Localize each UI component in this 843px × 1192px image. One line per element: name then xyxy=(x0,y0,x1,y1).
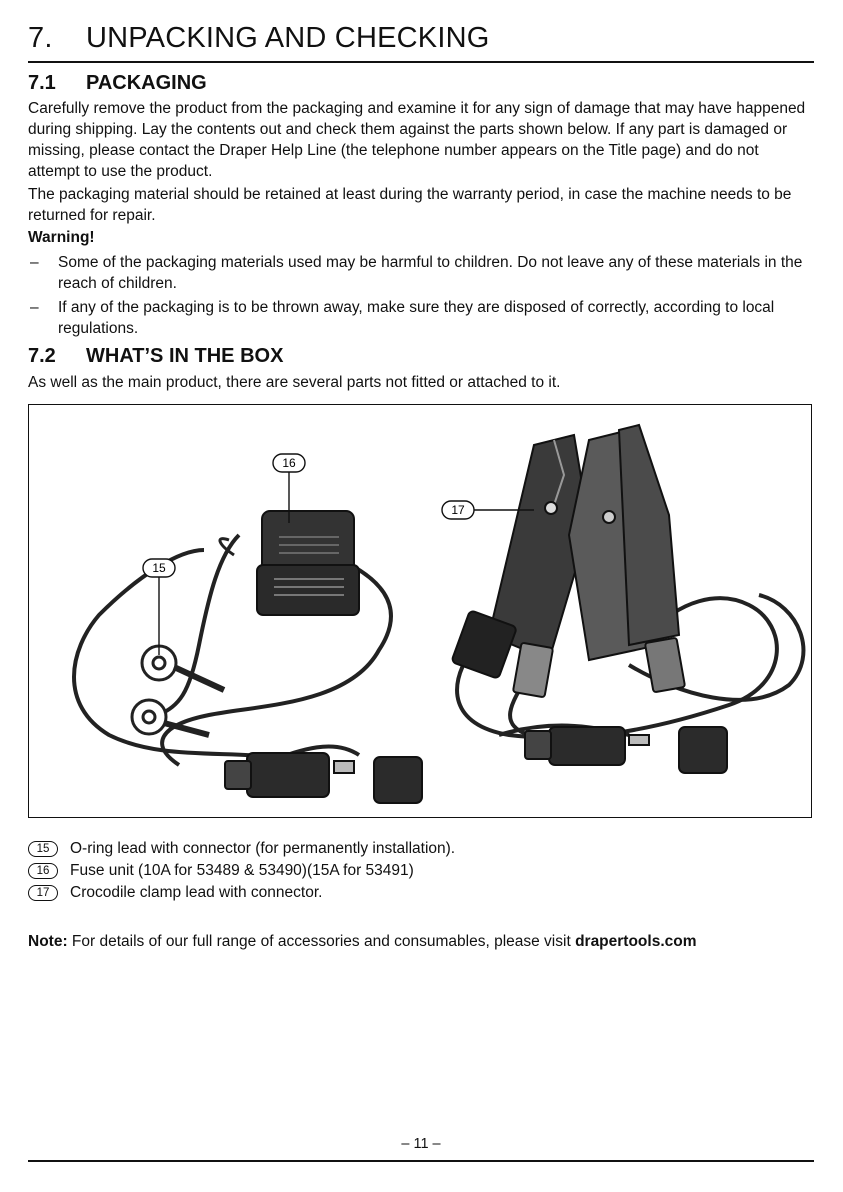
warning-item-text: Some of the packaging materials used may be harmful to children. Do not leave any of these materials in the reach of children. xyxy=(58,254,803,292)
box-title: WHAT’S IN THE BOX xyxy=(86,345,284,367)
box-heading xyxy=(28,345,283,368)
box-contents-figure xyxy=(28,404,812,818)
box-intro: As well as the main product, there are several parts not fitted or attached to it. xyxy=(28,374,561,391)
warning-item-text: If any of the packaging is to be thrown away, make sure they are disposed of correctly, according to local regulations. xyxy=(58,299,775,337)
warning-item xyxy=(28,252,814,294)
legend-item xyxy=(28,882,814,904)
callout-17-label: 17 xyxy=(451,503,465,517)
ring-terminals xyxy=(132,646,224,735)
warning-list xyxy=(28,252,814,342)
crocodile-clamp-black xyxy=(451,435,589,679)
legend-item xyxy=(28,838,814,860)
website-link[interactable]: drapertools.com xyxy=(575,933,697,950)
legend-text: Fuse unit (10A for 53489 & 53490)(15A for 53491) xyxy=(70,862,414,879)
section-title: UNPACKING AND CHECKING xyxy=(86,22,490,54)
box-number: 7.2 xyxy=(28,345,56,367)
note-label: Note: xyxy=(28,933,68,950)
footer-rule xyxy=(28,1160,814,1162)
parts-legend xyxy=(28,838,814,904)
packaging-heading xyxy=(28,72,207,95)
callout-16-label: 16 xyxy=(282,456,296,470)
legend-callout: 17 xyxy=(28,885,58,901)
callout-15 xyxy=(143,559,175,655)
fuse-unit-illustration xyxy=(257,511,359,615)
packaging-number: 7.1 xyxy=(28,72,56,94)
accessories-note xyxy=(28,933,828,951)
note-text: For details of our full range of accessories and consumables, please visit xyxy=(67,933,576,950)
section-number: 7. xyxy=(28,22,53,54)
packaging-title: PACKAGING xyxy=(86,72,207,94)
bullet-dash: – xyxy=(30,299,39,316)
bullet-dash: – xyxy=(30,254,39,271)
legend-callout: 15 xyxy=(28,841,58,857)
page-number: – 11 – xyxy=(401,1136,441,1152)
legend-item xyxy=(28,860,814,882)
legend-callout: 16 xyxy=(28,863,58,879)
warning-title: Warning! xyxy=(28,229,95,246)
sae-connector-left xyxy=(225,753,422,803)
packaging-paragraph-2: The packaging material should be retained at least during the warranty period, in case the machine needs to be returned for repair. xyxy=(28,186,792,224)
packaging-paragraph-1: Carefully remove the product from the packaging and examine it for any sign of damage that may have happened during shipping. Lay the contents out and check them against the parts shown below. If any part is damaged or missing, please contact the Draper Help Line (the telephone number appears on the Title page) and do not attempt to use the product. xyxy=(28,100,806,180)
callout-15-label: 15 xyxy=(152,561,166,575)
legend-text: O-ring lead with connector (for permanently installation). xyxy=(70,840,456,857)
warning-item xyxy=(28,297,814,339)
legend-text: Crocodile clamp lead with connector. xyxy=(70,884,323,901)
box-contents-illustration xyxy=(29,405,810,816)
sae-connector-right xyxy=(525,727,727,773)
section-heading xyxy=(28,22,814,63)
